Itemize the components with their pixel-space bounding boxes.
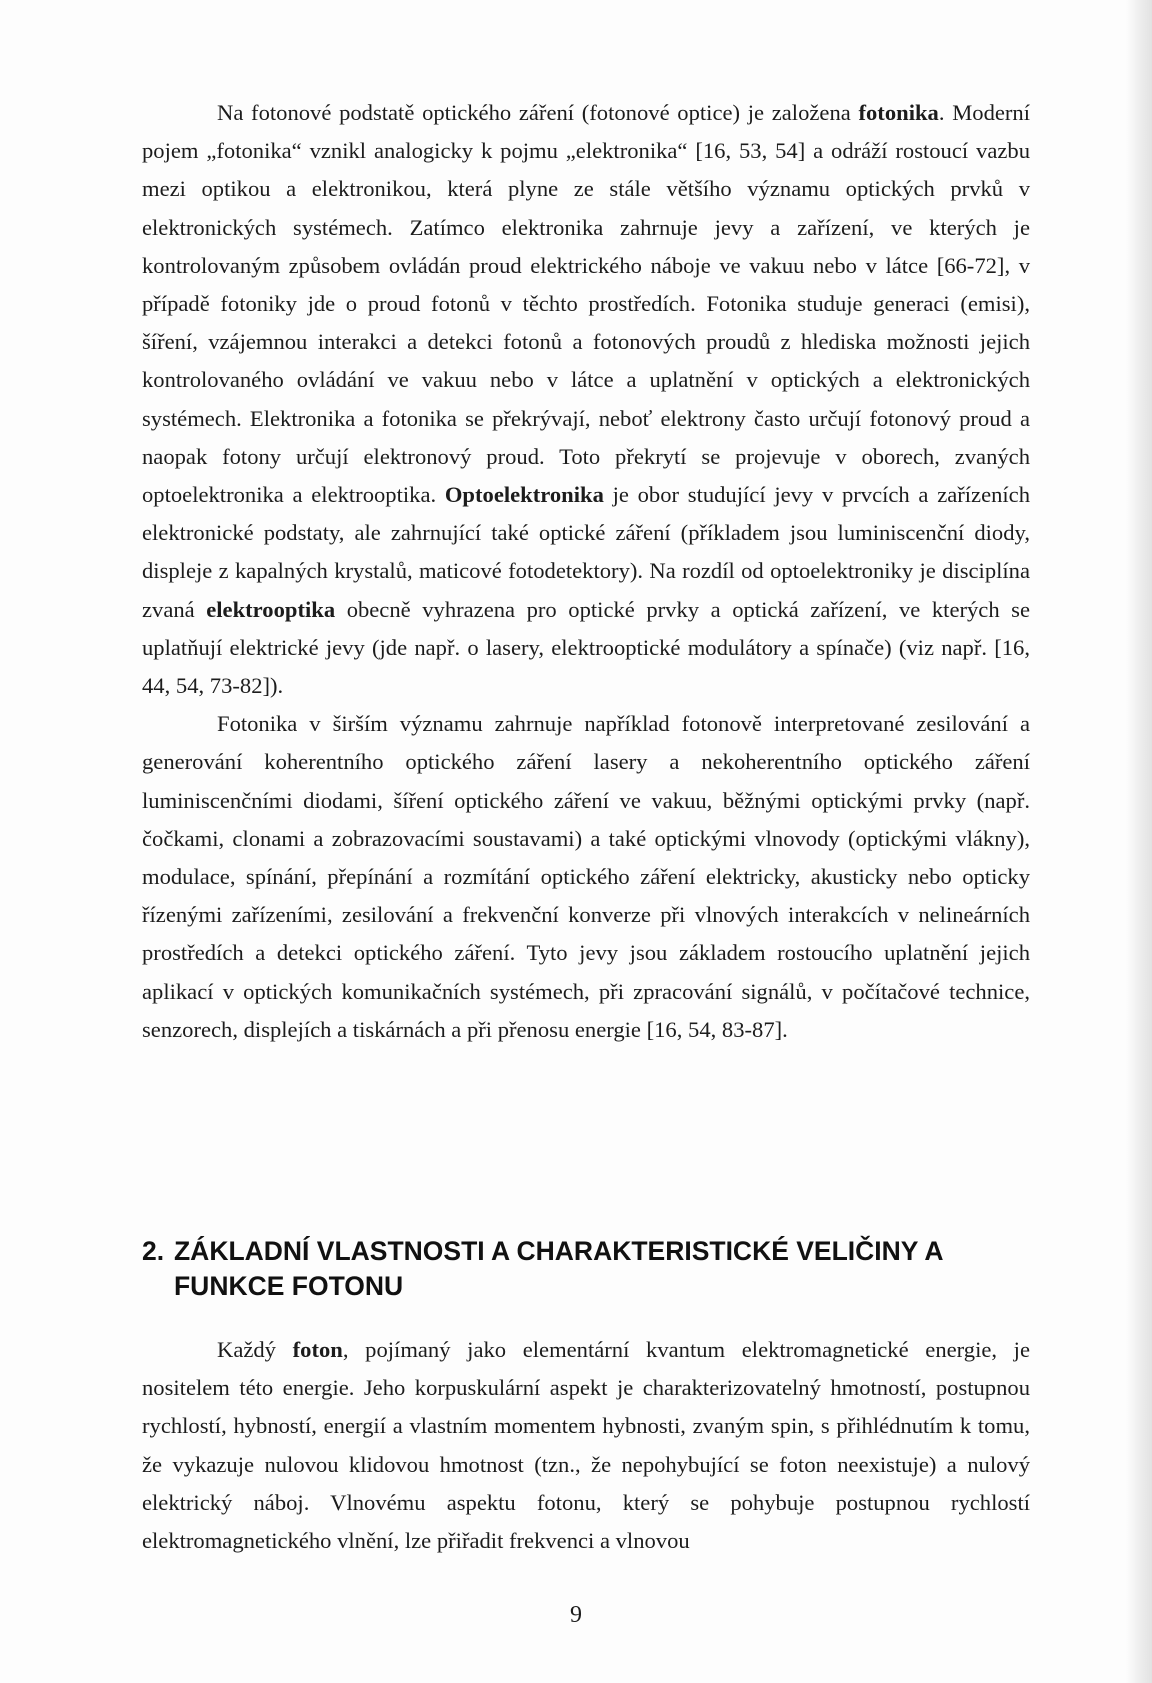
section-heading [142, 1234, 1042, 1304]
term-optoelektronika: Optoelektronika [444, 482, 604, 508]
page-edge-shadow [1126, 0, 1152, 1683]
paragraph-photon-properties [142, 1331, 1030, 1560]
term-fotonika: fotonika [858, 100, 939, 125]
paragraph-photonics-definition [142, 94, 1030, 705]
term-elektrooptika: elektrooptika [206, 596, 336, 622]
section-1-body [142, 94, 1030, 1049]
section-title-line-1: ZÁKLADNÍ VLASTNOSTI A CHARAKTERISTICKÉ VELIČINY A [174, 1235, 944, 1266]
term-foton: foton [292, 1337, 343, 1362]
paragraph-text: je obor studující jevy v prvcích a zařízeních elektronické podstaty, ale zahrnující také optické záření (příkladem jsou luminiscenční diody, displeje z kapalných krystalů, maticové fotodetektory). Na rozdíl od optoelektroniky je disciplína zvaná [142, 482, 1031, 622]
paragraph-text: obecně vyhrazena pro optické prvky a optická zařízení, ve kterých se uplatňují elektrické jevy (jde např. o lasery, elektrooptické modulátory a spínače) (viz např. [16, 44, 54, 73-82]). [142, 596, 1031, 699]
paragraph-text: Každý [217, 1337, 293, 1362]
section-number: 2. [142, 1235, 165, 1266]
section-title-line-2: FUNKCE FOTONU [174, 1270, 404, 1301]
section-2-body [142, 1331, 1030, 1560]
paragraph-photonics-scope: Fotonika v širším významu zahrnuje například fotonově interpretované zesilování a generování koherentního optického záření lasery a nekoherentního optického záření luminiscenčními diodami, šíření optického záření ve vakuu, běžnými optickými prvky (např. čočkami, clonami a zobrazovacími soustavami) a také optickými vlnovody (optickými vlákny), modulace, spínání, přepínání a rozmítání optického záření elektricky, akusticky nebo opticky řízenými zařízeními, zesilování a frekvenční konverze při vlnových interakcích v nelineárních prostředích a detekci optického záření. Tyto jevy jsou základem rostoucího uplatnění jejich aplikací v optických komunikačních systémech, při zpracování signálů, v počítačové technice, senzorech, displejích a tiskárnách a při přenosu energie [16, 54, 83-87]. [142, 711, 1030, 1042]
paragraph-text: . Moderní pojem „fotonika“ vznikl analogicky k pojmu „elektronika“ [16, 53, 54] a odráží rostoucí vazbu mezi optikou a elektronikou, která plyne ze stále většího významu optických prvků v elektronických systémech. Zatímco elektronika zahrnuje jevy a zařízení, ve kterých je kontrolovaným způsobem ovládán proud elektrického náboje ve vakuu nebo v látce [66-72], v případě fotoniky jde o proud fotonů v těchto prostředích. Fotonika studuje generaci (emisi), šíření, vzájemnou interakci a detekci fotonů a fotonových proudů z hlediska možnosti jejich kontrolovaného ovládání ve vakuu nebo v látce a uplatnění v optických a elektronických systémech. Elektronika a fotonika se překrývají, neboť elektrony často určují fotonový proud a naopak fotony určují elektronový proud. Toto překrytí se projevuje v oborech, zvaných optoelektronika a elektrooptika. [142, 100, 1031, 508]
paragraph-text: , pojímaný jako elementární kvantum elektromagnetické energie, je nositelem této energie. Jeho korpuskulární aspekt je charakterizovatelný hmotností, postupnou rychlostí, hybností, energií a vlastním momentem hybnosti, zvaným spin, s přihlédnutím k tomu, že vykazuje nulovou klidovou hmotnost (tzn., že nepohybující se foton neexistuje) a nulový elektrický náboj. Vlnovému aspektu fotonu, který se pohybuje postupnou rychlostí elektromagnetického vlnění, lze přiřadit frekvenci a vlnovou [142, 1337, 1030, 1554]
page-number: 9 [570, 1602, 582, 1628]
paragraph-text: Na fotonové podstatě optického záření (fotonové optice) je založena [217, 100, 859, 125]
